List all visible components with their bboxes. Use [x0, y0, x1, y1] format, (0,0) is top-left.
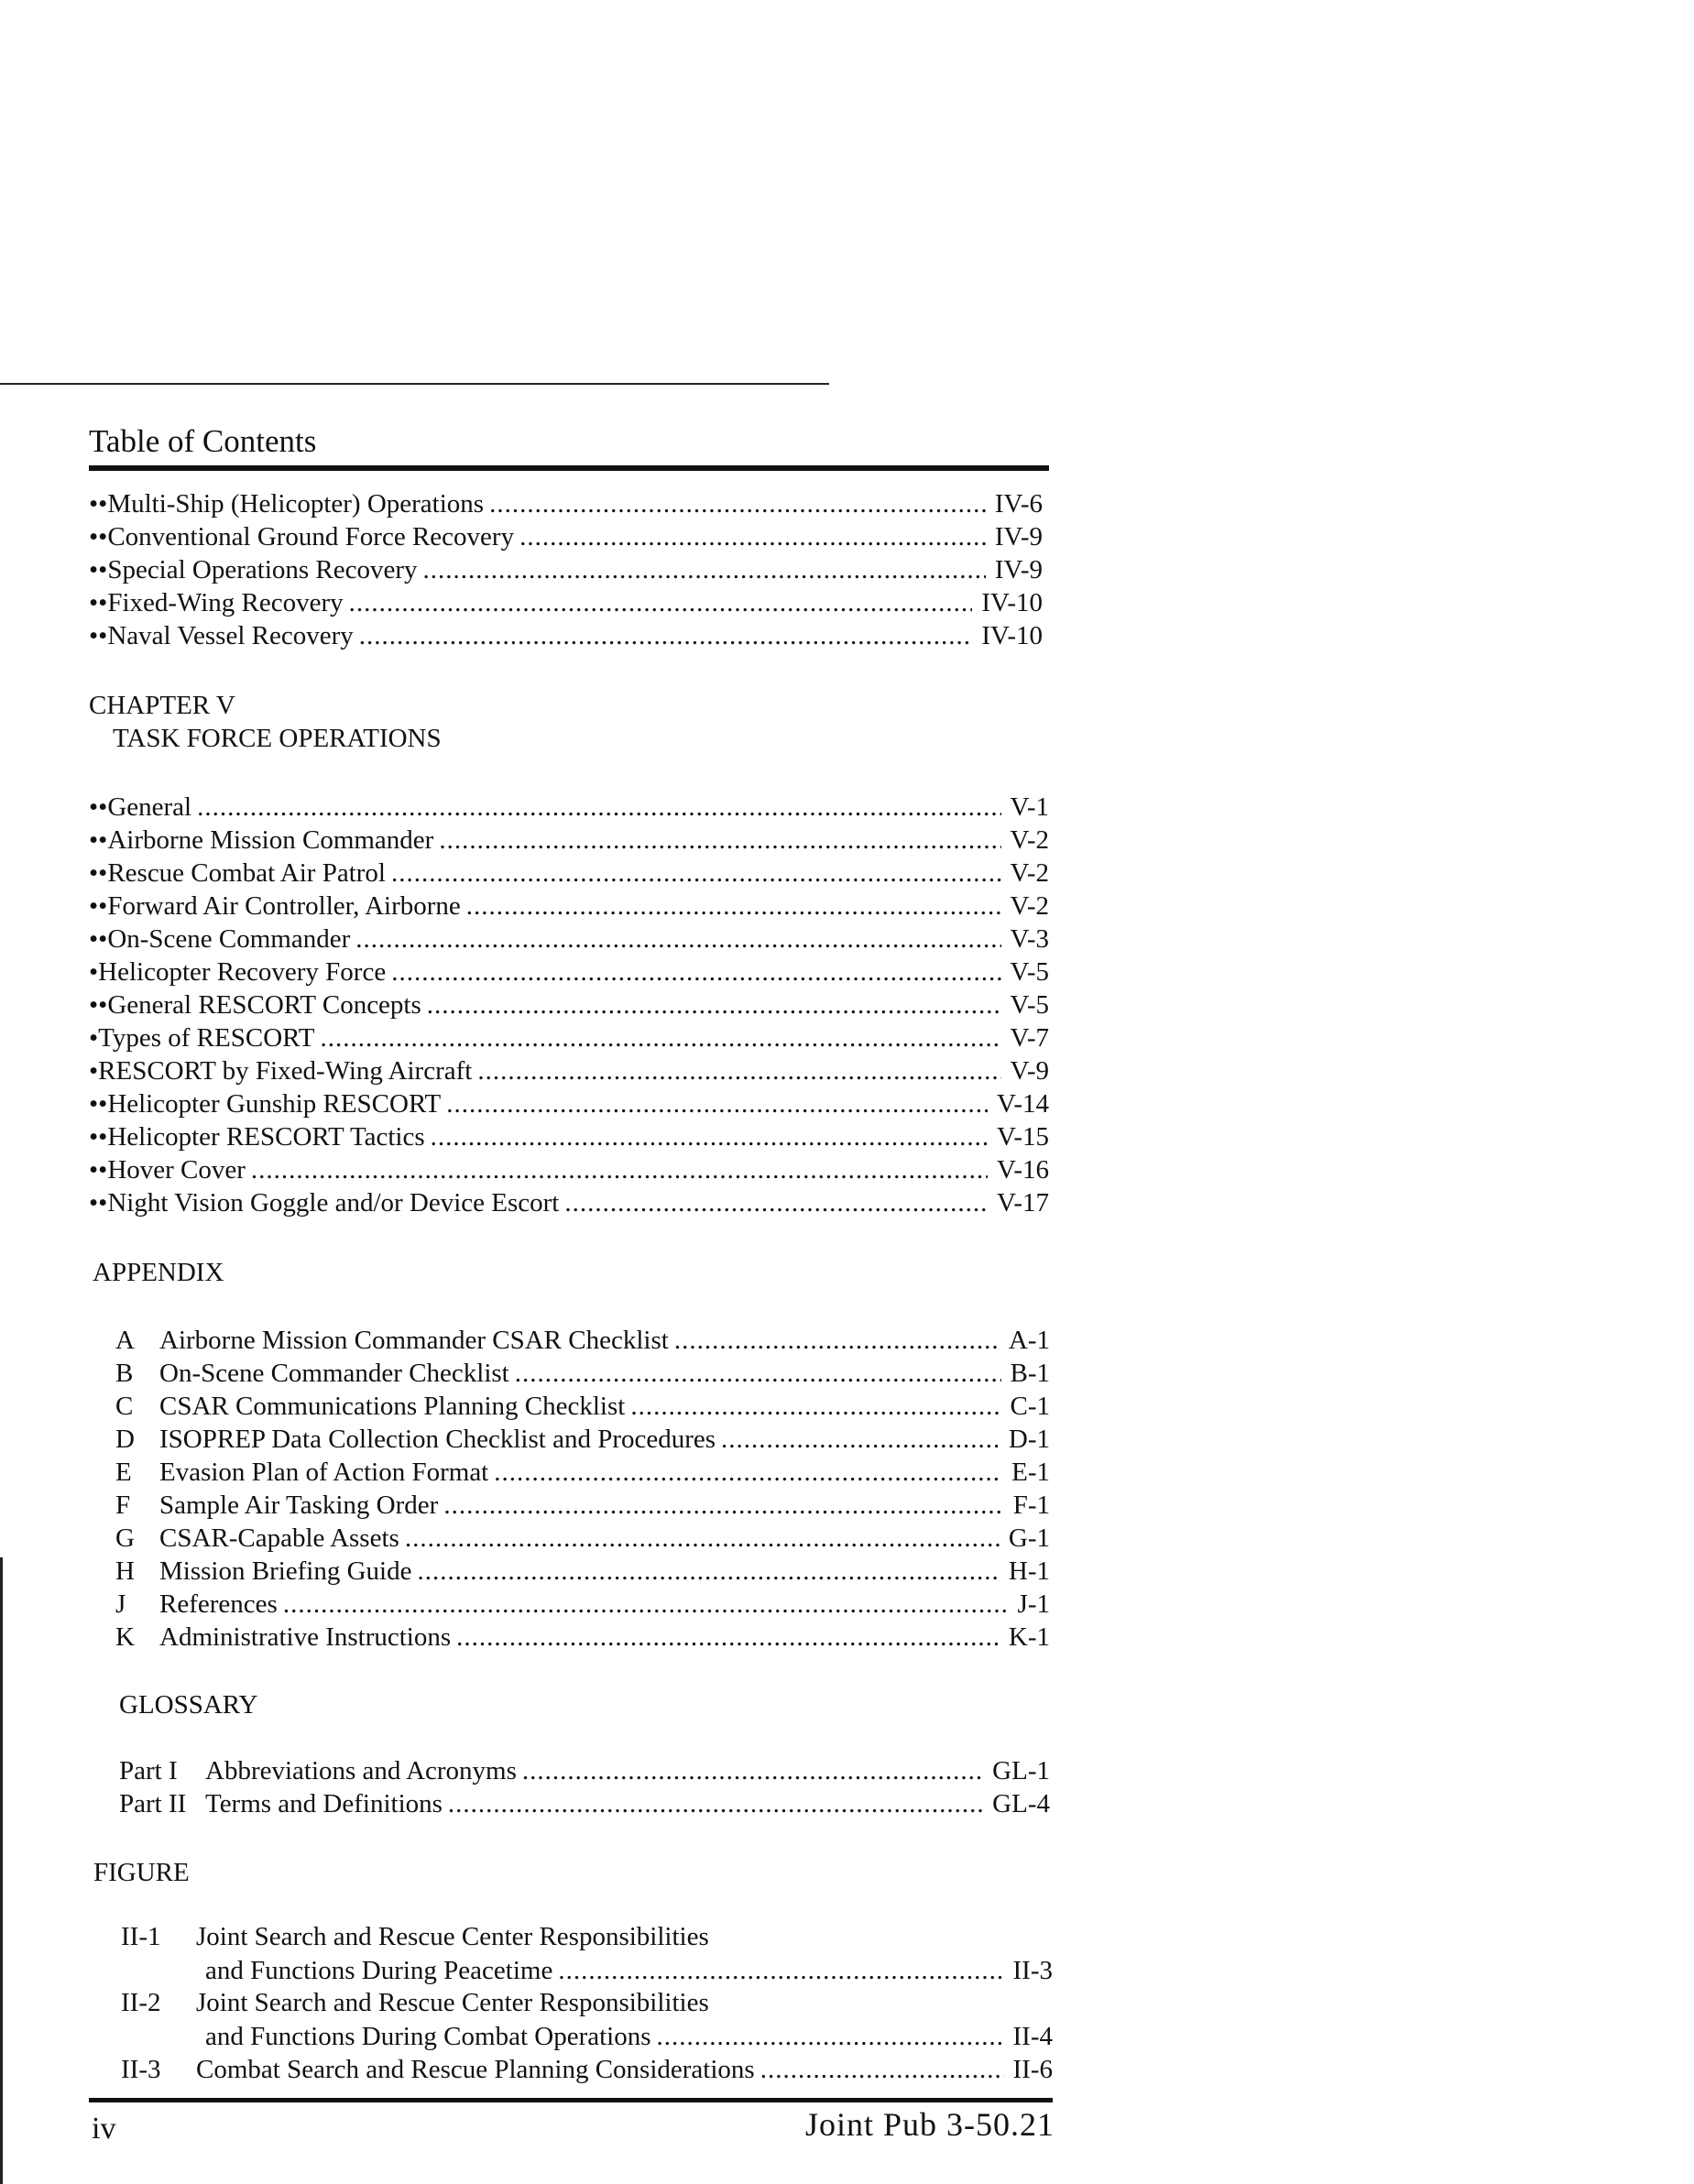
glossary-entry[interactable] — [119, 1786, 1050, 1819]
bullet-icon: •• — [89, 792, 108, 822]
entry-page: IV-6 — [994, 489, 1043, 519]
appendix-letter: A — [115, 1326, 135, 1355]
glossary-heading: GLOSSARY — [119, 1690, 258, 1720]
entry-label: Hover Cover — [107, 1155, 246, 1185]
entry-label: and Functions During Combat Operations — [205, 2022, 651, 2051]
entry-page: C-1 — [1010, 1392, 1050, 1421]
appendix-heading: APPENDIX — [93, 1258, 224, 1287]
entry-page: E-1 — [1011, 1458, 1050, 1487]
appendix-letter: G — [115, 1523, 135, 1553]
entry-label: Sample Air Tasking Order — [159, 1491, 439, 1520]
entry-page: IV-9 — [994, 522, 1043, 551]
entry-label: RESCORT by Fixed-Wing Aircraft — [98, 1056, 473, 1086]
appendix-entry[interactable] — [115, 1323, 1050, 1356]
entry-label: CSAR Communications Planning Checklist — [159, 1392, 626, 1421]
toc-entry[interactable] — [89, 486, 1043, 519]
toc-entry[interactable] — [89, 1185, 1049, 1218]
entry-label: Airborne Mission Commander CSAR Checklist — [159, 1326, 669, 1355]
leader-dots — [466, 891, 1001, 922]
entry-label: Airborne Mission Commander — [107, 825, 434, 855]
leader-dots — [657, 2022, 1004, 2052]
entry-label: and Functions During Peacetime — [205, 1956, 553, 1985]
leader-dots — [519, 522, 986, 552]
appendix-letter: B — [115, 1359, 134, 1388]
entry-label: Types of RESCORT — [98, 1023, 315, 1053]
leader-dots — [448, 1789, 983, 1819]
appendix-entry[interactable] — [115, 1422, 1050, 1455]
appendix-entry[interactable] — [115, 1488, 1050, 1521]
toc-entry[interactable] — [89, 552, 1043, 585]
entry-label: General — [107, 792, 192, 822]
figure-title-line: Joint Search and Rescue Center Responsibilities — [196, 1988, 709, 2017]
entry-label: Helicopter Recovery Force — [98, 957, 387, 987]
chapter-heading: CHAPTER V — [89, 691, 235, 720]
bullet-icon: • — [89, 957, 99, 987]
entry-page: V-2 — [1010, 858, 1049, 888]
footer-rule — [89, 2098, 1053, 2102]
bullet-icon: •• — [89, 489, 108, 519]
entry-page: GL-1 — [992, 1756, 1050, 1785]
page-title: Table of Contents — [89, 423, 317, 459]
entry-page: V-7 — [1010, 1023, 1049, 1053]
entry-page: II-4 — [1012, 2022, 1053, 2051]
entry-page: D-1 — [1008, 1425, 1050, 1454]
leader-dots — [558, 1956, 1003, 1986]
entry-page: V-14 — [997, 1089, 1049, 1119]
toc-entry[interactable] — [89, 955, 1049, 988]
entry-label: Mission Briefing Guide — [159, 1556, 412, 1586]
leader-dots — [418, 1556, 1000, 1587]
leader-dots — [674, 1326, 1000, 1356]
leader-dots — [431, 1122, 988, 1152]
entry-label: Night Vision Goggle and/or Device Escort — [107, 1188, 560, 1218]
leader-dots — [443, 1491, 1003, 1521]
entry-label: On-Scene Commander Checklist — [159, 1359, 509, 1388]
entry-label: Terms and Definitions — [205, 1789, 443, 1818]
entry-page: IV-10 — [981, 588, 1043, 617]
toc-entry[interactable] — [89, 1087, 1049, 1119]
bullet-icon: • — [89, 1056, 99, 1086]
toc-entry[interactable] — [89, 1054, 1049, 1087]
entry-page: V-1 — [1010, 792, 1049, 822]
leader-dots — [522, 1756, 983, 1786]
entry-page: K-1 — [1008, 1622, 1050, 1652]
entry-label: ISOPREP Data Collection Checklist and Procedures — [159, 1425, 716, 1454]
entry-page: V-9 — [1010, 1056, 1049, 1086]
leader-dots — [359, 621, 973, 651]
entry-label: References — [159, 1589, 278, 1619]
top-rule — [0, 383, 829, 385]
entry-label: General RESCORT Concepts — [107, 990, 421, 1020]
leader-dots — [391, 858, 1001, 889]
bullet-icon: •• — [89, 621, 108, 650]
glossary-part: Part II — [119, 1789, 187, 1818]
figure-title-line: Joint Search and Rescue Center Responsibilities — [196, 1922, 709, 1951]
bullet-icon: •• — [89, 924, 108, 954]
entry-label: Fixed-Wing Recovery — [107, 588, 344, 617]
leader-dots — [251, 1155, 988, 1185]
toc-entry[interactable] — [89, 922, 1049, 955]
bullet-icon: • — [89, 1023, 99, 1053]
bullet-icon: •• — [89, 1188, 108, 1218]
entry-label: Rescue Combat Air Patrol — [107, 858, 386, 888]
glossary-part: Part I — [119, 1756, 178, 1785]
entry-page: A-1 — [1008, 1326, 1050, 1355]
bullet-icon: •• — [89, 891, 108, 921]
toc-entry[interactable] — [89, 519, 1043, 552]
leader-dots — [427, 990, 1001, 1021]
figure-number: II-2 — [121, 1988, 161, 2017]
entry-label: On-Scene Commander — [107, 924, 351, 954]
bullet-icon: •• — [89, 990, 108, 1020]
leader-dots — [355, 924, 1000, 955]
entry-page: V-15 — [997, 1122, 1049, 1152]
entry-page: V-5 — [1010, 957, 1049, 987]
entry-page: V-17 — [997, 1188, 1049, 1218]
figure-entry[interactable] — [205, 2019, 1053, 2052]
entry-page: J-1 — [1017, 1589, 1050, 1619]
leader-dots — [405, 1523, 1000, 1554]
leader-dots — [349, 588, 973, 618]
appendix-letter: F — [115, 1491, 131, 1520]
entry-page: V-5 — [1010, 990, 1049, 1020]
leader-dots — [439, 825, 1000, 856]
entry-page: V-3 — [1010, 924, 1049, 954]
bullet-icon: •• — [89, 1155, 108, 1185]
leader-dots — [283, 1589, 1009, 1620]
toc-entry[interactable] — [89, 618, 1043, 651]
entry-label: Administrative Instructions — [159, 1622, 452, 1652]
leader-dots — [446, 1089, 988, 1119]
entry-label: Helicopter RESCORT Tactics — [107, 1122, 425, 1152]
leader-dots — [494, 1458, 1002, 1488]
appendix-letter: D — [115, 1425, 135, 1454]
leader-dots — [760, 2055, 1004, 2085]
figure-entry[interactable] — [121, 2052, 1053, 2085]
leader-dots — [721, 1425, 1000, 1455]
entry-page: GL-4 — [992, 1789, 1050, 1818]
entry-page: B-1 — [1010, 1359, 1050, 1388]
appendix-entry[interactable] — [115, 1356, 1050, 1389]
entry-page: II-3 — [1012, 1956, 1053, 1985]
entry-page: II-6 — [1012, 2055, 1053, 2084]
entry-label: Combat Search and Rescue Planning Considerations — [196, 2055, 755, 2084]
leader-dots — [564, 1188, 988, 1218]
leader-dots — [320, 1023, 1000, 1054]
entry-page: V-16 — [997, 1155, 1049, 1185]
left-margin-bar — [0, 1557, 3, 2184]
bullet-icon: •• — [89, 1089, 108, 1119]
toc-entry[interactable] — [89, 790, 1049, 823]
publication-name: Joint Pub 3-50.21 — [804, 2106, 1055, 2143]
appendix-letter: K — [115, 1622, 135, 1652]
toc-entry[interactable] — [89, 856, 1049, 889]
entry-page: F-1 — [1012, 1491, 1050, 1520]
entry-label: Abbreviations and Acronyms — [205, 1756, 517, 1785]
figure-number: II-3 — [121, 2055, 161, 2084]
toc-entry[interactable] — [89, 823, 1049, 856]
appendix-entry[interactable] — [115, 1521, 1050, 1554]
chapter-subheading: TASK FORCE OPERATIONS — [113, 724, 442, 753]
bullet-icon: •• — [89, 1122, 108, 1152]
leader-dots — [456, 1622, 1000, 1653]
entry-page: V-2 — [1010, 825, 1049, 855]
appendix-letter: E — [115, 1458, 132, 1487]
bullet-icon: •• — [89, 825, 108, 855]
leader-dots — [630, 1392, 1000, 1422]
figure-entry[interactable] — [205, 1953, 1053, 1986]
title-rule — [89, 465, 1049, 471]
appendix-letter: J — [115, 1589, 126, 1619]
entry-page: G-1 — [1008, 1523, 1050, 1553]
entry-label: Evasion Plan of Action Format — [159, 1458, 489, 1487]
bullet-icon: •• — [89, 555, 108, 584]
bullet-icon: •• — [89, 522, 108, 551]
toc-entry[interactable] — [89, 889, 1049, 922]
toc-entry[interactable] — [89, 988, 1049, 1021]
appendix-letter: C — [115, 1392, 134, 1421]
glossary-entry[interactable] — [119, 1753, 1050, 1786]
leader-dots — [489, 489, 986, 519]
appendix-entry[interactable] — [115, 1554, 1050, 1587]
entry-label: Forward Air Controller, Airborne — [107, 891, 461, 921]
figure-heading: FIGURE — [93, 1858, 190, 1887]
leader-dots — [423, 555, 986, 585]
entry-label: CSAR-Capable Assets — [159, 1523, 399, 1553]
entry-page: IV-9 — [994, 555, 1043, 584]
entry-label: Naval Vessel Recovery — [107, 621, 354, 650]
entry-label: Helicopter Gunship RESCORT — [107, 1089, 442, 1119]
toc-entry[interactable] — [89, 585, 1043, 618]
entry-page: H-1 — [1008, 1556, 1050, 1586]
page-number: iv — [92, 2112, 116, 2146]
entry-label: Special Operations Recovery — [107, 555, 418, 584]
appendix-entry[interactable] — [115, 1389, 1050, 1422]
leader-dots — [515, 1359, 1001, 1389]
appendix-letter: H — [115, 1556, 135, 1586]
toc-entry[interactable] — [89, 1119, 1049, 1152]
leader-dots — [197, 792, 1000, 823]
leader-dots — [391, 957, 1000, 988]
leader-dots — [477, 1056, 1000, 1087]
appendix-entry[interactable] — [115, 1455, 1050, 1488]
entry-label: Conventional Ground Force Recovery — [107, 522, 515, 551]
entry-page: V-2 — [1010, 891, 1049, 921]
entry-page: IV-10 — [981, 621, 1043, 650]
appendix-entry[interactable] — [115, 1587, 1050, 1620]
entry-label: Multi-Ship (Helicopter) Operations — [107, 489, 485, 519]
bullet-icon: •• — [89, 588, 108, 617]
toc-entry[interactable] — [89, 1021, 1049, 1054]
bullet-icon: •• — [89, 858, 108, 888]
toc-entry[interactable] — [89, 1152, 1049, 1185]
appendix-entry[interactable] — [115, 1620, 1050, 1653]
figure-number: II-1 — [121, 1922, 161, 1951]
